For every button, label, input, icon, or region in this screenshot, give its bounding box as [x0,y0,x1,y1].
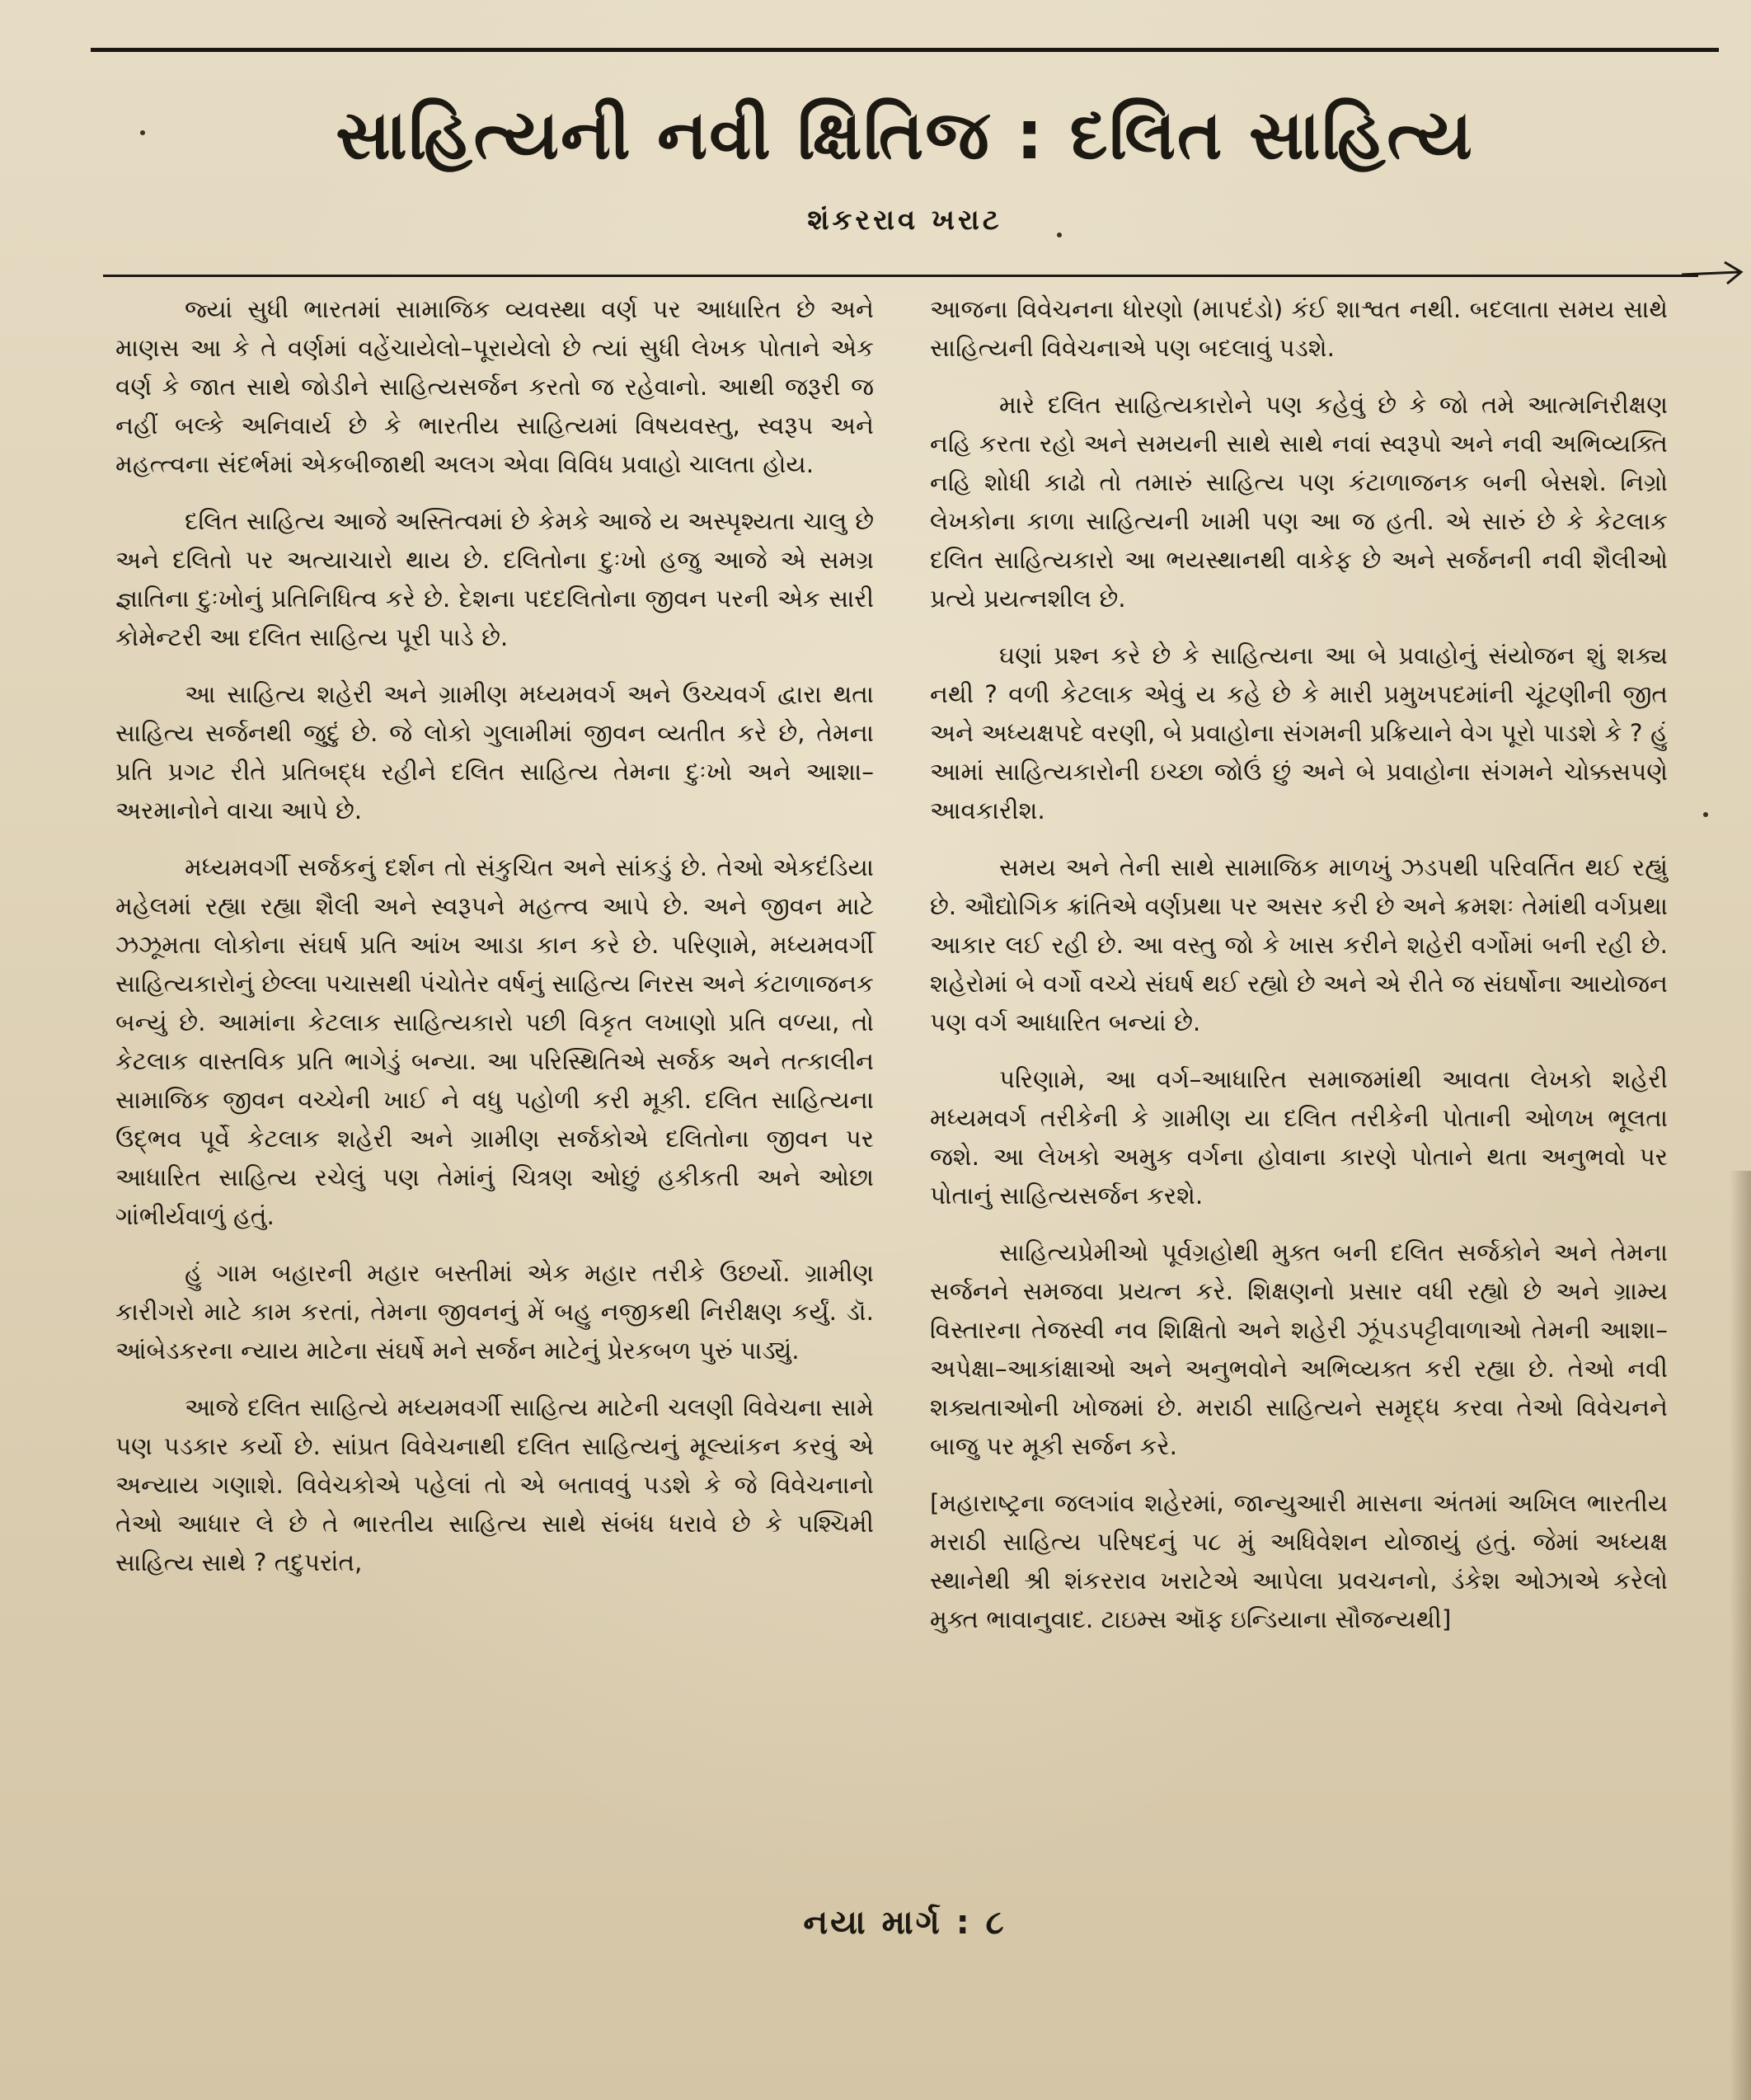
header-rule [103,275,1698,277]
paragraph: આ સાહિત્ય શહેરી અને ગ્રામીણ મધ્યમવર્ગ અને ઉચ્ચવર્ગ દ્વારા થતા સાહિત્ય સર્જનથી જુદું છે. જે લોકો ગુલામીમાં જીવન વ્યતીત કરે છે, તેમના પ્રતિ પ્રગટ રીતે પ્રતિબદ્ધ રહીને દલિત સાહિત્ય તેમના દુઃખો અને આશા–અરમાનોને વાચા આપે છે. [115,680,874,824]
paragraph: સમય અને તેની સાથે સામાજિક માળખું ઝડપથી પરિવર્તિત થઈ રહ્યું છે. ઔદ્યોગિક ક્રાંતિએ વર્ણપ્રથા પર અસર કરી છે અને ક્રમશઃ તેમાંથી વર્ગપ્રથા આકાર લઈ રહી છે. આ વસ્તુ જો કે ખાસ કરીને શહેરી વર્ગોમાં બની રહી છે. શહેરોમાં બે વર્ગો વચ્ચે સંઘર્ષ થઈ રહ્યો છે અને એ રીતે જ સંઘર્ષોના આયોજન પણ વર્ગ આધારિત બન્યાં છે. [930,853,1668,1036]
paragraph: ઘણાં પ્રશ્ન કરે છે કે સાહિત્યના આ બે પ્રવાહોનું સંયોજન શું શક્ય નથી ? વળી કેટલાક એવું ય કહે છે કે મારી પ્રમુખપદમાંની ચૂંટણીની જીત અને અધ્યક્ષપદે વરણી, બે પ્રવાહોના સંગમની પ્રક્રિયાને વેગ પૂરો પાડશે કે ? હું આમાં સાહિત્યકારોની ઇચ્છા જોઉં છું અને બે પ્રવાહોના સંગમને ચોક્કસપણે આવકારીશ. [930,641,1668,824]
ink-speck [1703,812,1708,817]
paragraph: હું ગામ બહારની મહાર બસ્તીમાં એક મહાર તરીકે ઉછર્યો. ગ્રામીણ કારીગરો માટે કામ કરતાં, તેમના જીવનનું મેં બહુ નજીકથી નિરીક્ષણ કર્યું. ડૉ. આંબેડકરના ન્યાય માટેના સંઘર્ષે મને સર્જન માટેનું પ્રેરકબળ પુરું પાડ્યું. [115,1259,874,1365]
paragraph: આજે દલિત સાહિત્યે મધ્યમવર્ગી સાહિત્ય માટેની ચલણી વિવેચના સામે પણ પડકાર કર્યો છે. સાંપ્રત વિવેચનાથી દલિત સાહિત્યનું મૂલ્યાંકન કરવું એ અન્યાય ગણાશે. વિવેચકોએ પહેલાં તો એ બતાવવું પડશે કે જે વિવેચનાનો તેઓ આધાર લે છે તે ભારતીય સાહિત્ય સાથે સંબંધ ધરાવે છે કે પશ્ચિમી સાહિત્ય સાથે ? તદુપરાંત, [115,1393,874,1576]
right-column [930,290,1668,1657]
paragraph: આજના વિવેચનના ધોરણો (માપદંડો) કંઈ શાશ્વત નથી. બદલાતા સમય સાથે સાહિત્યની વિવેચનાએ પણ બદલાવું પડશે. [930,295,1668,362]
paragraph: પરિણામે, આ વર્ગ–આધારિત સમાજમાંથી આવતા લેખકો શહેરી મધ્યમવર્ગ તરીકેની કે ગ્રામીણ યા દલિત તરીકેની પોતાની ઓળખ ભૂલતા જશે. આ લેખકો અમુક વર્ગના હોવાના કારણે પોતાને થતા અનુભવો પર પોતાનું સાહિત્યસર્જન કરશે. [930,1065,1668,1210]
paragraph: મધ્યમવર્ગી સર્જકનું દર્શન તો સંકુચિત અને સાંકડું છે. તેઓ એકદંડિયા મહેલમાં રહ્યા રહ્યા શૈલી અને સ્વરૂપને મહત્ત્વ આપે છે. અને જીવન માટે ઝઝૂમતા લોકોના સંઘર્ષ પ્રતિ આંખ આડા કાન કરે છે. પરિણામે, મધ્યમવર્ગી સાહિત્યકારોનું છેલ્લા પચાસથી પંચોતેર વર્ષનું સાહિત્ય નિરસ અને કંટાળાજનક બન્યું છે. આમાંના કેટલાક સાહિત્યકારો પછી વિકૃત લખાણો પ્રતિ વળ્યા, તો કેટલાક વાસ્તવિક પ્રતિ ભાગેડું બન્યા. આ પરિસ્થિતિએ સર્જક અને તત્કાલીન સામાજિક જીવન વચ્ચેની ખાઈ ને વધુ પહોળી કરી મૂકી. દલિત સાહિત્યના ઉદ્ભવ પૂર્વે કેટલાક શહેરી અને ગ્રામીણ સર્જકોએ દલિતોના જીવન પર આધારિત સાહિત્ય રચેલું પણ તેમાંનું ચિત્રણ ઓછું હકીકતી અને ઓછા ગાંભીર્યવાળું હતું. [115,853,874,1230]
left-column [115,290,874,1600]
paragraph: જ્યાં સુધી ભારતમાં સામાજિક વ્યવસ્થા વર્ણ પર આધારિત છે અને માણસ આ કે તે વર્ણમાં વહેંચાયેલો–પૂરાયેલો છે ત્યાં સુધી લેખક પોતાને એક વર્ણ કે જાત સાથે જોડીને સાહિત્યસર્જન કરતો જ રહેવાનો. આથી જરૂરી જ નહીં બલ્કે અનિવાર્ય છે કે ભારતીય સાહિત્યમાં વિષયવસ્તુ, સ્વરૂપ અને મહત્ત્વના સંદર્ભમાં એકબીજાથી અલગ એવા વિવિધ પ્રવાહો ચાલતા હોય. [115,295,874,478]
top-rule [91,48,1719,52]
paragraph: સાહિત્યપ્રેમીઓ પૂર્વગ્રહોથી મુક્ત બની દલિત સર્જકોને અને તેમના સર્જનને સમજવા પ્રયત્ન કરે. શિક્ષણનો પ્રસાર વધી રહ્યો છે અને ગ્રામ્ય વિસ્તારના તેજસ્વી નવ શિક્ષિતો અને શહેરી ઝૂંપડપટ્ટીવાળાઓ તેમની આશા–અપેક્ષા–આકાંક્ષાઓ અને અનુભવોને અભિવ્યક્ત કરી રહ્યા છે. તેઓ નવી શક્યતાઓની ખોજમાં છે. મરાઠી સાહિત્યને સમૃદ્ધ કરવા તેઓ વિવેચનને બાજુ પર મૂકી સર્જન કરે. [930,1238,1668,1460]
ink-speck [140,130,145,135]
article-author: શંકરરાવ ખરાટ [807,204,1002,237]
editor-note: [મહારાષ્ટ્રના જલગાંવ શહેરમાં, જાન્યુઆરી માસના અંતમાં અખિલ ભારતીય મરાઠી સાહિત્ય પરિષદનું ૫૮ મું અધિવેશન યોજાયું હતું. જેમાં અધ્યક્ષ સ્થાનેથી શ્રી શંકરરાવ ખરાટેએ આપેલા પ્રવચનનો, ડંકેશ ઓઝાએ કરેલો મુક્ત ભાવાનુવાદ. ટાઇમ્સ ઑફ ઇન્ડિયાના સૌજન્યથી] [930,1489,1668,1633]
ink-speck [1057,233,1062,237]
page-edge-shadow [1730,1171,1751,2100]
article-title: સાહિત્યની નવી ક્ષિતિજ : દલિત સાહિત્ય [336,96,1474,175]
pen-arrow-mark [1682,247,1748,297]
paragraph: દલિત સાહિત્ય આજે અસ્તિત્વમાં છે કેમકે આજે ય અસ્પૃશ્યતા ચાલુ છે અને દલિતો પર અત્યાચારો થાય છે. દલિતોના દુઃખો હજુ આજે એ સમગ્ર જ્ઞાતિના દુઃખોનું પ્રતિનિધિત્વ કરે છે. દેશના પદદલિતોના જીવન પરની એક સારી કોમેન્ટરી આ દલિત સાહિત્ય પૂરી પાડે છે. [115,507,874,651]
page-footer: નયા માર્ગ : ૮ [803,1904,1007,1942]
paragraph: મારે દલિત સાહિત્યકારોને પણ કહેવું છે કે જો તમે આત્મનિરીક્ષણ નહિ કરતા રહો અને સમયની સાથે સાથે નવાં સ્વરૂપો અને નવી અભિવ્યક્તિ નહિ શોધી કાઢો તો તમારું સાહિત્ય પણ કંટાળાજનક બની બેસશે. નિગ્રો લેખકોના કાળા સાહિત્યની ખામી પણ આ જ હતી. એ સારું છે કે કેટલાક દલિત સાહિત્યકારો આ ભયસ્થાનથી વાકેફ છે અને સર્જનની નવી શૈલીઓ પ્રત્યે પ્રયત્નશીલ છે. [930,391,1668,613]
